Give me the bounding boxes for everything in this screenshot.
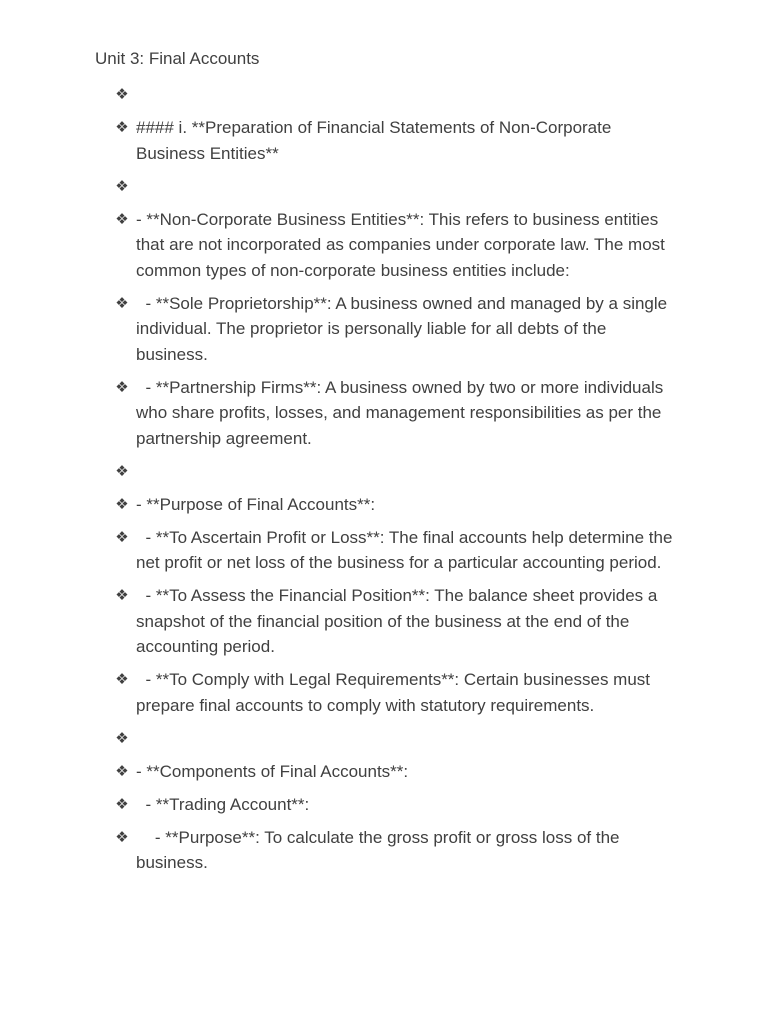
bullet-item bbox=[0, 759, 680, 785]
bullet-item bbox=[0, 115, 680, 166]
diamond-bullet-icon: ❖ bbox=[115, 761, 129, 780]
document-title: Unit 3: Final Accounts bbox=[95, 49, 260, 68]
bullet-text: #### i. **Preparation of Financial Statements of Non-Corporate Business Entities** bbox=[136, 118, 617, 163]
bullet-item bbox=[0, 459, 680, 485]
bullet-item bbox=[0, 525, 680, 576]
bullet-text: - **Non-Corporate Business Entities**: This refers to business entities that are not incorporated as companies under corporate law. The most common types of non-corporate business entities include: bbox=[136, 209, 670, 280]
bullet-text: - **Trading Account**: bbox=[136, 794, 310, 814]
bullet-item bbox=[0, 174, 680, 200]
bullet-item bbox=[0, 825, 680, 876]
bullet-item bbox=[0, 375, 680, 452]
diamond-bullet-icon: ❖ bbox=[115, 728, 129, 747]
bullet-item bbox=[0, 82, 680, 108]
bullet-list bbox=[0, 82, 768, 883]
diamond-bullet-icon: ❖ bbox=[115, 827, 129, 846]
bullet-text: - **To Comply with Legal Requirements**: Certain businesses must prepare final accounts to comply with statutory requirements. bbox=[136, 670, 655, 715]
bullet-text: - **Purpose**: To calculate the gross profit or gross loss of the business. bbox=[136, 827, 625, 872]
bullet-text: - **Purpose of Final Accounts**: bbox=[136, 494, 376, 514]
bullet-text: - **Sole Proprietorship**: A business owned and managed by a single individual. The proprietor is personally liable for all debts of the business. bbox=[136, 293, 672, 364]
diamond-bullet-icon: ❖ bbox=[115, 293, 129, 312]
bullet-item bbox=[0, 792, 680, 818]
bullet-item bbox=[0, 207, 680, 284]
bullet-item bbox=[0, 583, 680, 660]
diamond-bullet-icon: ❖ bbox=[115, 794, 129, 813]
bullet-item bbox=[0, 726, 680, 752]
bullet-text: - **To Ascertain Profit or Loss**: The final accounts help determine the net profit or net loss of the business for a particular accounting period. bbox=[136, 527, 678, 572]
bullet-item bbox=[0, 492, 680, 518]
diamond-bullet-icon: ❖ bbox=[115, 527, 129, 546]
diamond-bullet-icon: ❖ bbox=[115, 670, 129, 688]
diamond-bullet-icon: ❖ bbox=[115, 461, 129, 480]
diamond-bullet-icon: ❖ bbox=[115, 209, 129, 228]
bullet-item bbox=[0, 667, 680, 718]
bullet-text: - **Partnership Firms**: A business owned by two or more individuals who share profits, losses, and management responsibilities as per the partnership agreement. bbox=[136, 377, 668, 448]
bullet-item bbox=[0, 291, 680, 368]
bullet-text: - **To Assess the Financial Position**: The balance sheet provides a snapshot of the financial position of the business at the end of the accounting period. bbox=[136, 586, 663, 656]
diamond-bullet-icon: ❖ bbox=[115, 85, 129, 103]
diamond-bullet-icon: ❖ bbox=[115, 118, 129, 136]
diamond-bullet-icon: ❖ bbox=[115, 586, 129, 604]
diamond-bullet-icon: ❖ bbox=[115, 377, 129, 396]
diamond-bullet-icon: ❖ bbox=[115, 494, 129, 513]
diamond-bullet-icon: ❖ bbox=[115, 176, 129, 195]
bullet-text: - **Components of Final Accounts**: bbox=[136, 761, 409, 781]
